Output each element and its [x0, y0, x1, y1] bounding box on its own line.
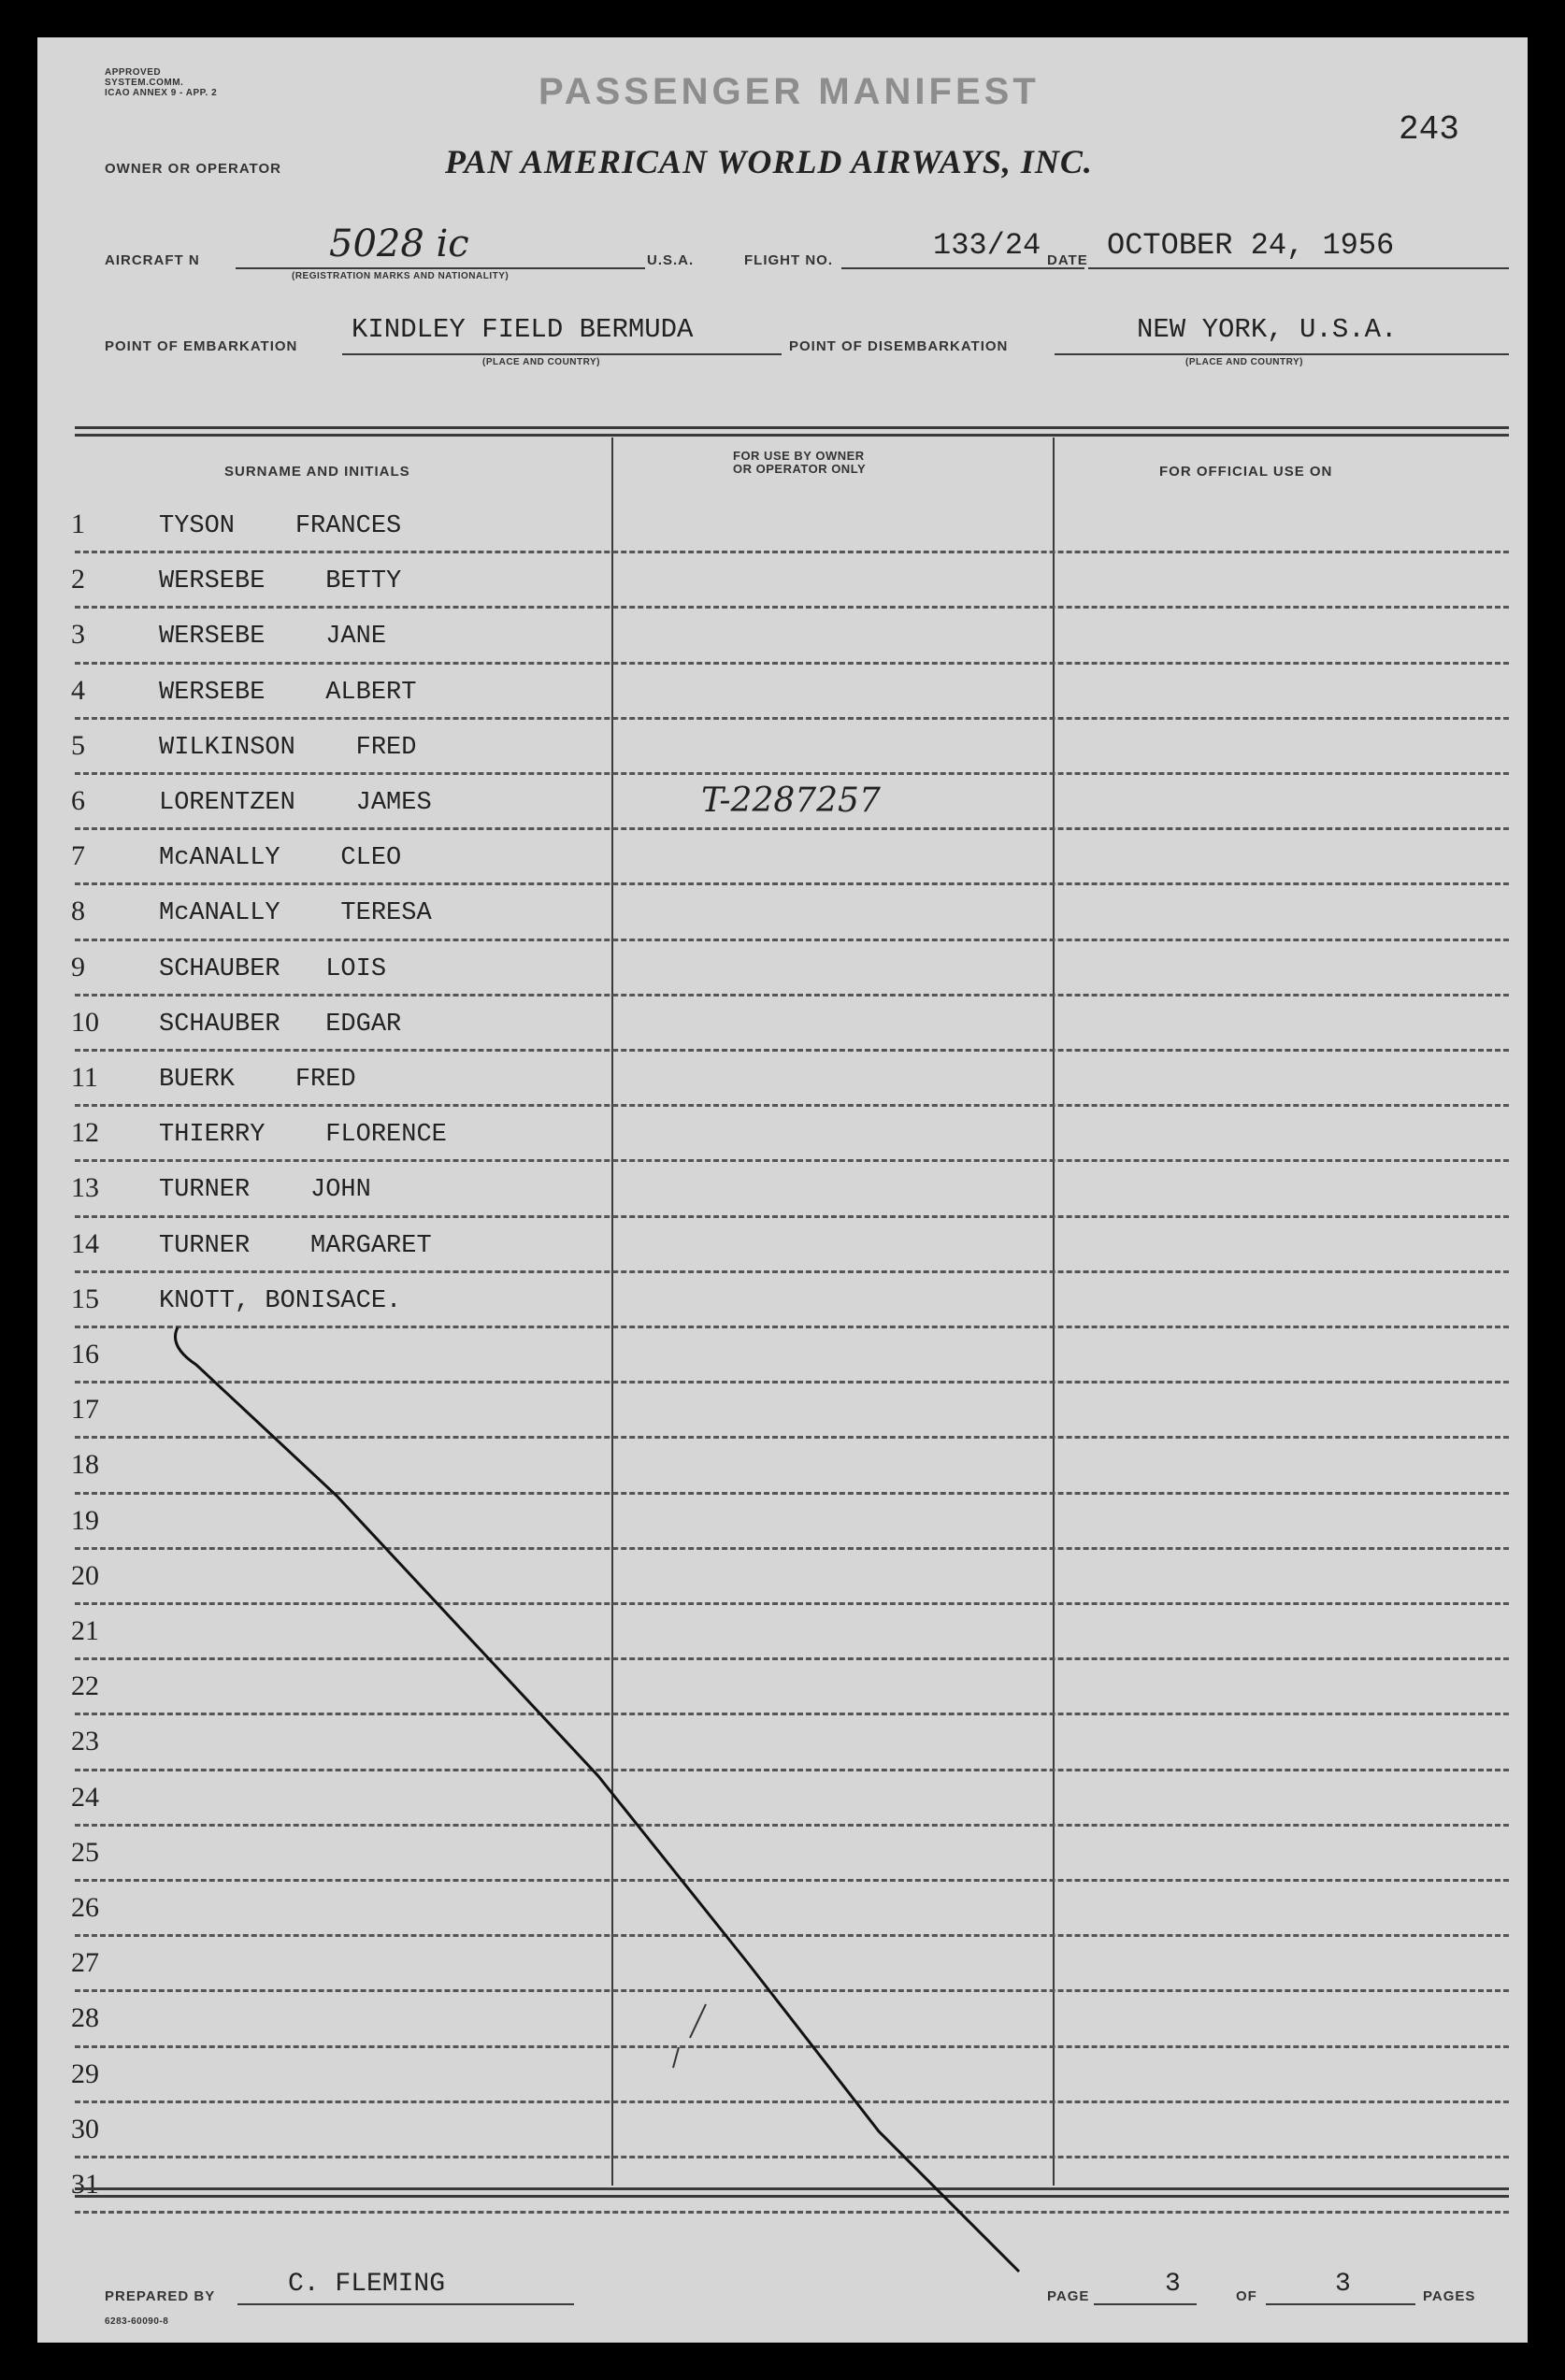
row-number: 1 [71, 509, 85, 539]
passenger-name: BUERK FRED [159, 1066, 356, 1094]
passenger-name: LORENTZEN JAMES [159, 789, 432, 817]
page-stamp-number: 243 [1399, 110, 1459, 149]
passenger-name: WERSEBE ALBERT [159, 678, 417, 707]
row-number: 14 [71, 1227, 99, 1259]
row-number: 30 [71, 2113, 99, 2144]
date-label: DATE [1047, 252, 1088, 268]
row-number: 4 [71, 674, 85, 706]
owner-value: PAN AMERICAN WORLD AIRWAYS, INC. [445, 143, 1093, 180]
passenger-name: McANALLY CLEO [159, 844, 402, 873]
approval-line: ICAO ANNEX 9 - APP. 2 [105, 88, 218, 98]
embarkation-label: POINT OF EMBARKATION [105, 338, 298, 354]
row-number: 2 [71, 564, 85, 595]
row-number: 31 [71, 2169, 99, 2200]
row-number: 7 [71, 840, 85, 872]
row-number: 26 [71, 1892, 99, 1923]
embarkation-sublabel: (PLACE AND COUNTRY) [482, 357, 600, 367]
row-number: 29 [71, 2057, 99, 2089]
row-number: 25 [71, 1836, 99, 1868]
row-number: 15 [71, 1283, 99, 1314]
passenger-name: KNOTT, BONISACE. [159, 1286, 402, 1315]
row-number: 19 [71, 1504, 99, 1536]
owner-label: OWNER OR OPERATOR [105, 161, 281, 177]
prepared-by-label: PREPARED BY [105, 2288, 216, 2304]
passenger-name: McANALLY TERESA [159, 899, 432, 928]
row-number: 24 [71, 1781, 99, 1813]
owner-use-entry: T-2287257 [701, 781, 881, 820]
flight-label: FLIGHT NO. [744, 252, 833, 268]
row-number: 13 [71, 1172, 99, 1204]
aircraft-value: 5028 ic [329, 222, 469, 265]
of-label: OF [1236, 2288, 1257, 2304]
prepared-by-value: C. FLEMING [288, 2270, 446, 2299]
aircraft-sublabel: (REGISTRATION MARKS AND NATIONALITY) [292, 271, 510, 281]
row-number: 3 [71, 619, 85, 651]
row-number: 17 [71, 1394, 99, 1426]
passenger-name: WILKINSON FRED [159, 733, 417, 762]
document-title: PASSENGER MANIFEST [538, 71, 1040, 112]
passenger-name: TURNER JOHN [159, 1176, 371, 1205]
passenger-name: SCHAUBER LOIS [159, 954, 387, 983]
row-number: 27 [71, 1947, 99, 1979]
passenger-name: SCHAUBER EDGAR [159, 1010, 402, 1039]
passenger-name: WERSEBE JANE [159, 623, 387, 652]
aircraft-label: AIRCRAFT N [105, 252, 200, 268]
disembarkation-value: NEW YORK, U.S.A. [1137, 314, 1398, 345]
row-number: 16 [71, 1339, 99, 1369]
page-label: PAGE [1047, 2288, 1090, 2304]
page-value: 3 [1165, 2270, 1181, 2299]
row-number: 22 [71, 1670, 99, 1702]
row-number: 5 [71, 729, 85, 761]
row-number: 23 [71, 1726, 99, 1757]
usa-label: U.S.A. [647, 252, 695, 268]
row-number: 20 [71, 1559, 99, 1591]
row-number: 8 [71, 896, 85, 927]
passenger-name: THIERRY FLORENCE [159, 1121, 447, 1150]
official-column-header: FOR OFFICIAL USE ON [1159, 464, 1333, 480]
approval-line: SYSTEM.COMM. [105, 78, 184, 88]
row-number: 11 [71, 1062, 98, 1093]
owner-column-header-line1: FOR USE BY OWNER [733, 449, 865, 463]
row-number: 28 [71, 2002, 99, 2034]
approval-line: APPROVED [105, 67, 162, 78]
row-number: 9 [71, 951, 85, 982]
passenger-name: TURNER MARGARET [159, 1231, 432, 1260]
pages-label: PAGES [1423, 2288, 1476, 2304]
of-value: 3 [1335, 2270, 1351, 2299]
surname-column-header: SURNAME AND INITIALS [224, 464, 410, 480]
manifest-sheet [37, 37, 1528, 2343]
passenger-name: TYSON FRANCES [159, 512, 402, 540]
cross-out-stroke [37, 37, 1528, 2343]
embarkation-value: KINDLEY FIELD BERMUDA [352, 314, 694, 345]
disembarkation-sublabel: (PLACE AND COUNTRY) [1185, 357, 1303, 367]
disembarkation-label: POINT OF DISEMBARKATION [789, 338, 1009, 354]
row-number: 21 [71, 1615, 99, 1646]
row-number: 10 [71, 1006, 99, 1038]
date-value: OCTOBER 24, 1956 [1107, 228, 1395, 263]
form-number: 6283-60090-8 [105, 2316, 169, 2327]
flight-value: 133/24 [933, 228, 1041, 263]
passenger-name: WERSEBE BETTY [159, 567, 402, 596]
owner-column-header-line2: OR OPERATOR ONLY [733, 462, 867, 476]
row-number: 18 [71, 1449, 99, 1481]
row-number: 6 [71, 785, 85, 816]
row-number: 12 [71, 1117, 99, 1149]
